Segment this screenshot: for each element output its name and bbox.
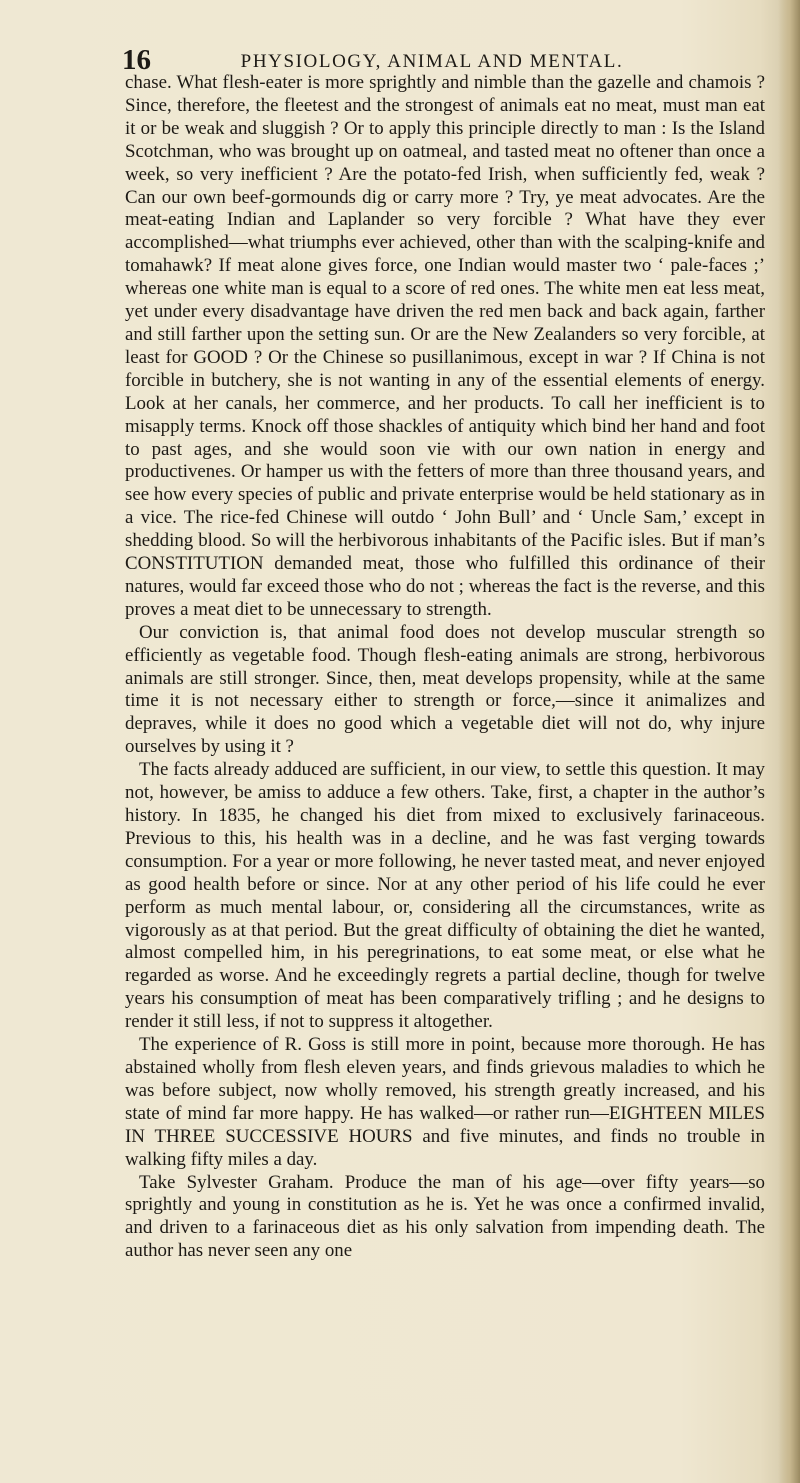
body-text [125, 72, 765, 1263]
page-number: 16 [122, 44, 151, 76]
paragraph: Our conviction is, that animal food does not develop muscular strength so efficiently as vegetable food. Though flesh-eating animals are strong, herbivorous animals are still stronger. Since, then, meat develops propensity, while at the same time it is not necessary either to strength or force,—since it animalizes and depraves, while it does no good which a vegetable diet will not do, why injure ourselves by using it ? [125, 621, 765, 758]
paragraph: The experience of R. Goss is still more in point, because more thorough. He has abstained wholly from flesh eleven years, and finds grievous maladies to which he was before subject, now wholly removed, his strength greatly increased, and his state of mind far more happy. He has walked—or rather run—EIGHTEEN MILES IN THREE SUCCESSIVE HOURS and five minutes, and finds no trouble in walking fifty miles a day. [125, 1034, 765, 1170]
paragraph: The facts already adduced are sufficient, in our view, to settle this question. It may not, however, be amiss to adduce a few others. Take, first, a chapter in the author’s history. In 1835, he changed his diet from mixed to exclusively farinaceous. Previous to this, his health was in a decline, and he was fast verging towards consumption. For a year or more following, he never tasted meat, and never enjoyed as good health before or since. Nor at any other period of his life could he ever perform as much mental labour, or, considering all the circumstances, write as vigorously as at that period. But the great difficulty of obtaining the diet he wanted, almost compelled him, in his peregrinations, to eat some meat, or else what he regarded as worse. And he exceedingly regrets a partial decline, though for twelve years his consumption of meat has been comparatively trifling ; and he designs to render it still less, if not to suppress it altogether. [125, 759, 765, 1033]
page-edge-shadow [778, 0, 800, 1483]
paragraph: Take Sylvester Graham. Produce the man of his age—over fifty years—so sprightly and young in constitution as he is. Yet he was once a confirmed invalid, and driven to a farinaceous diet as his only salvation from impending death. The author has never seen any one [125, 1171, 765, 1262]
paragraph: chase. What flesh-eater is more sprightly and nimble than the gazelle and chamois ? Since, therefore, the fleetest and the strongest of animals eat no meat, must man eat it or be weak and sluggish ? Or to apply this principle directly to man : Is the Island Scotchman, who was brought up on oatmeal, and tasted meat no oftener than once a week, so very inefficient ? Are the potato-fed Irish, when sufficiently fed, weak ? Can our own beef-gormounds dig or carry more ? Try, ye meat advocates. Are the meat-eating Indian and Laplander so very forcible ? What have they ever accomplished—what triumphs ever achieved, other than with the scalping-knife and tomahawk? If meat alone gives force, one Indian would master two ‘ pale-faces ;’ whereas one white man is equal to a score of red ones. The white men eat less meat, yet under every disadvantage have driven the red men back and back again, farther and still farther upon the setting sun. Or are the New Zealanders so very forcible, at least for GOOD ? Or the Chinese so pusillanimous, except in war ? If China is not forcible in butchery, she is not wanting in any of the essential elements of energy. Look at her canals, her commerce, and her products. To call her inefficient is to misapply terms. Knock off those shackles of antiquity which bind her hand and foot to past ages, and she would soon vie with our own nation in energy and productivenes. Or hamper us with the fetters of more than three thousand years, and see how every species of public and private enterprise would be held stationary as in a vice. The rice-fed Chinese will outdo ‘ John Bull’ and ‘ Uncle Sam,’ except in shedding blood. So will the herbivorous inhabitants of the Pacific isles. But if man’s CONSTITUTION demanded meat, those who fulfilled this ordinance of their natures, would far exceed those who do not ; whereas the fact is the reverse, and this proves a meat diet to be unnecessary to strength. [125, 72, 765, 620]
running-head: PHYSIOLOGY, ANIMAL AND MENTAL. [240, 51, 624, 72]
